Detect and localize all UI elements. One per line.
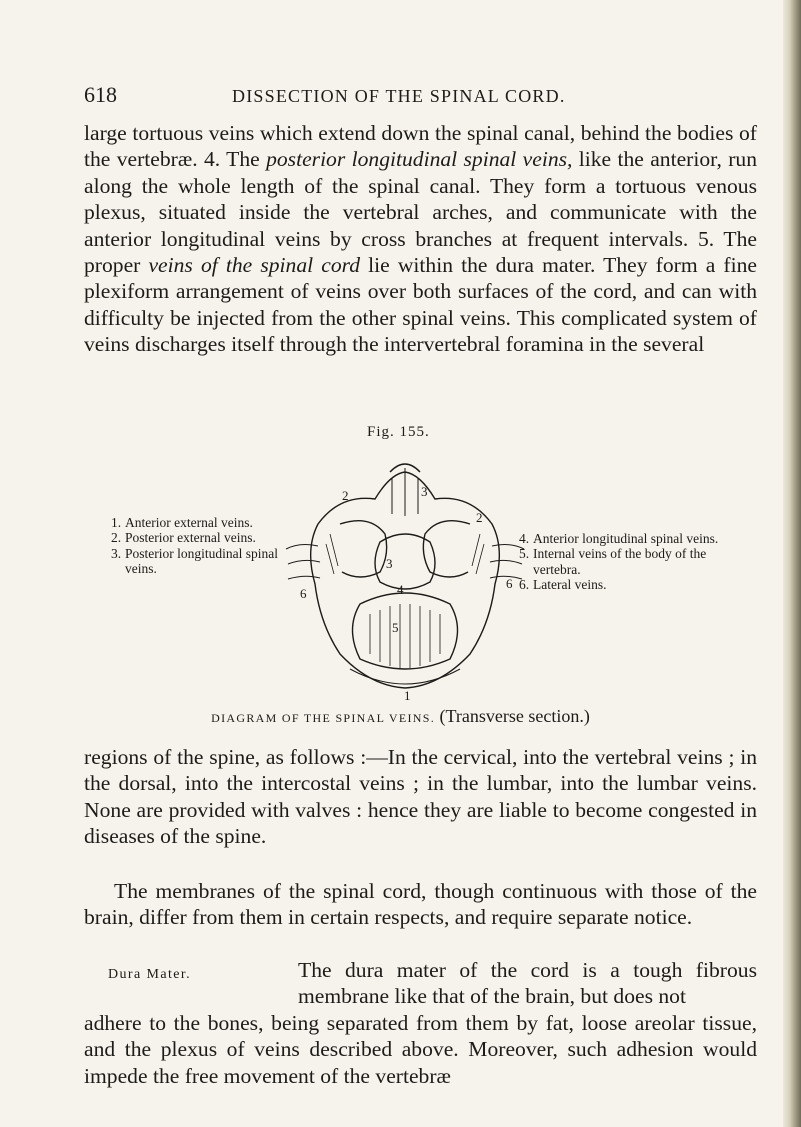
figure-caption	[0, 706, 801, 727]
diagram-label-4-center: 4	[397, 582, 404, 597]
figure-legend-right	[519, 531, 719, 592]
legend-item	[519, 531, 719, 546]
legend-number: 3.	[111, 545, 122, 561]
legend-item	[111, 530, 291, 545]
legend-number: 4.	[519, 531, 530, 546]
legend-item	[519, 577, 719, 592]
diagram-label-6-right: 6	[506, 576, 513, 591]
legend-number: 1.	[111, 515, 122, 530]
paragraph-4-rest: adhere to the bones, being separated from them by fat, loose areolar tissue, and the plexus of veins described above. Moreover, such adhesion would impede the free movement of the vertebræ	[84, 1011, 757, 1088]
caption-title: DIAGRAM OF THE SPINAL VEINS.	[211, 711, 436, 725]
diagram-label-2-right: 2	[476, 510, 483, 525]
legend-text: Posterior external veins.	[125, 530, 256, 546]
legend-item	[111, 515, 291, 530]
paragraph-3: The membranes of the spinal cord, though continuous with those of the brain, differ from them in certain respects, and require separate notice.	[84, 879, 757, 930]
diagram-label-1-bottom: 1	[404, 688, 411, 702]
diagram-label-5: 5	[392, 620, 399, 635]
legend-number: 6.	[519, 576, 530, 592]
legend-number: 5.	[519, 546, 530, 562]
legend-item	[111, 546, 291, 577]
italic-term: veins of the spinal cord	[148, 253, 361, 278]
legend-item	[519, 546, 719, 577]
diagram-label-3-center: 3	[386, 556, 393, 571]
page-number: 618	[84, 82, 117, 107]
text-run: large tortuous veins which extend down the spinal canal, behind the bodies of the vertebræ. 4. The	[84, 121, 757, 172]
legend-number: 2.	[111, 530, 122, 546]
side-note-dura-mater: Dura Mater.	[108, 967, 192, 982]
figure-label: Fig. 155.	[367, 424, 430, 440]
text-run: like the anterior, run along the whole length of the spinal canal. They form a tortuous venous plexus, situated inside the vertebral arches, and communicate with the anterior longitudinal veins by cross branches at frequent intervals. 5. The proper	[84, 147, 758, 278]
italic-term: posterior longitudinal spinal veins,	[266, 147, 573, 172]
text-run: lie within the dura mater. They form a fine plexiform arrangement of veins over both surfaces of the cord, and can with difficulty be injected from the other spinal veins. This complicated system of veins discharges itself through the intervertebral foramina in the several	[84, 253, 757, 357]
legend-text: Internal veins of the body of the vertebra.	[533, 546, 707, 577]
legend-text: Lateral veins.	[533, 576, 607, 592]
legend-text: Posterior longitudinal spinal veins.	[125, 545, 278, 576]
diagram-label-6-left: 6	[300, 586, 307, 601]
legend-text: Anterior external veins.	[125, 515, 253, 530]
diagram-label-3-top: 3	[421, 484, 428, 499]
running-head: DISSECTION OF THE SPINAL CORD.	[232, 86, 566, 106]
figure-legend-left	[111, 515, 291, 576]
book-spine-edge	[783, 0, 801, 1127]
vertebral-body	[353, 593, 458, 669]
paragraph-2: regions of the spine, as follows :—In the cervical, into the vertebral veins ; in the dorsal, into the intercostal veins ; in the lumbar, into the lumbar veins. None are provided with valves : hence they are liable to become congested in diseases of the spine.	[84, 745, 757, 849]
diagram-label-2-left: 2	[342, 488, 349, 503]
caption-subtitle: (Transverse section.)	[439, 706, 590, 726]
spinal-veins-diagram	[280, 454, 530, 702]
paragraph-1	[84, 120, 757, 410]
legend-text: Anterior longitudinal spinal veins.	[533, 531, 719, 546]
paragraph-4-first-line: The dura mater of the cord is a tough fibrous membrane like that of the brain, but does not	[298, 958, 757, 1009]
